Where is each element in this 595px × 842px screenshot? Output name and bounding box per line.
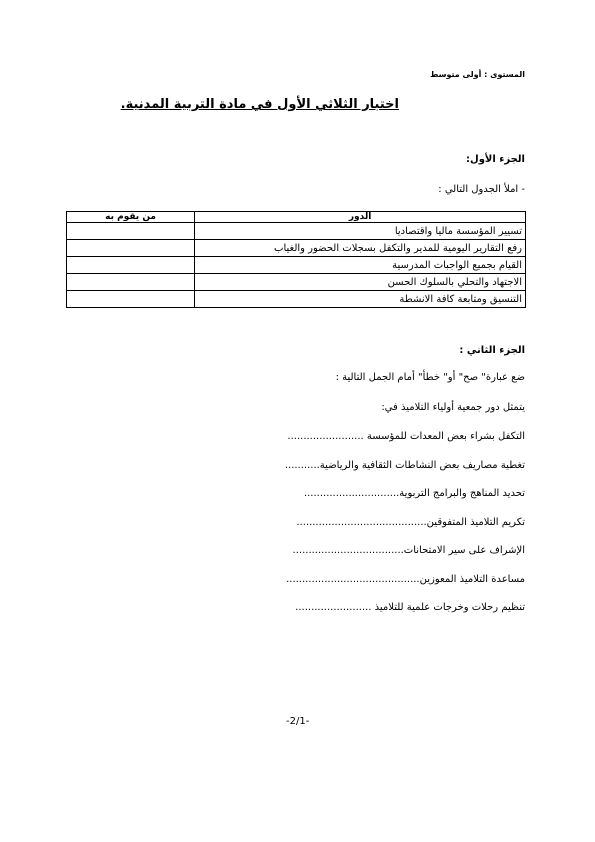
answer-cell[interactable] [67,291,195,308]
statement: مساعدة التلاميذ المعوزين.......................................... [286,574,525,585]
level-label: المستوى : أولى متوسط [430,70,525,79]
table-row [67,291,526,308]
answer-cell[interactable] [67,240,195,257]
roles-table [66,211,526,308]
role-cell: الاجتهاد والتحلي بالسلوك الحسن [195,274,526,291]
role-cell: القيام بجميع الواجبات المدرسية [195,257,526,274]
role-cell: رفع التقارير اليومية للمدير والتكفل بسجلات الحضور والغياب [195,240,526,257]
page-number: -2/1- [286,716,310,727]
part1-instruction: - املأ الجدول التالي : [438,184,525,195]
statement: التكفل بشراء بعض المعدات للمؤسسة ........................ [287,431,525,442]
part2-heading: الجزء الثاني : [459,345,525,356]
table-row [67,223,526,240]
role-cell: التنسيق ومتابعة كافة الانشطة [195,291,526,308]
statement: تنظيم رحلات وخرجات علمية للتلاميذ ........................ [295,602,525,613]
column-header-role: الدور [195,212,526,223]
statement: تكريم التلاميذ المتفوقين......................................... [296,517,525,528]
exam-title: اختبار الثلاثي الأول في مادة التربية المدنية. [120,97,399,112]
part1-heading: الجزء الأول: [466,154,525,165]
answer-cell[interactable] [67,223,195,240]
statement: تحديد المناهج والبرامج التربوية.............................. [303,488,525,499]
table-row [67,274,526,291]
statement: تغطية مصاريف بعض النشاطات الثقافية والرياضية........... [284,460,525,471]
column-header-who: من يقوم به [67,212,195,223]
table-row [67,240,526,257]
table-header-row [67,212,526,223]
part2-instruction: ضع عبارة" صح" أو" خطأ" أمام الجمل التالية : [335,372,525,383]
answer-cell[interactable] [67,257,195,274]
table-row [67,257,526,274]
statement: الإشراف على سير الامتحانات................................... [292,545,525,556]
answer-cell[interactable] [67,274,195,291]
part2-intro: يتمثل دور جمعية أولياء التلاميذ في: [381,402,525,413]
role-cell: تسيير المؤسسة ماليا واقتصاديا [195,223,526,240]
